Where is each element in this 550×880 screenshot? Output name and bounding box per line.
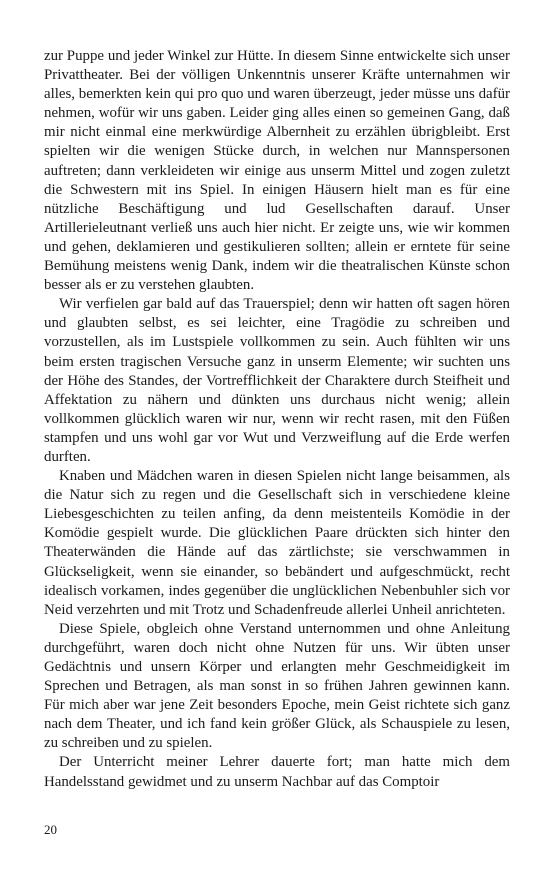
book-page-body <box>44 47 510 792</box>
paragraph-3: Knaben und Mädchen waren in diesen Spielen nicht lange beisammen, als die Natur sich zu regen und die Gesellschaft sich in verschiedene kleine Liebesgeschichten zu teilen anfing, da denn meistenteils Komödie in der Komödie gespielt wurde. Die glücklichen Paare drückten sich hinter den Theaterwänden die Hände auf das zärtlichste; sie verschwammen in Glückseligkeit, wenn sie einander, so bebändert und aufgeschmückt, recht idealisch vorkamen, indes gegenüber die unglücklichen Nebenbuhler sich vor Neid verzehrten und mit Trotz und Schadenfreude allerlei Unheil anrichteten. <box>44 468 510 618</box>
paragraph-2: Wir verfielen gar bald auf das Trauerspiel; denn wir hatten oft sagen hören und glaubten selbst, es sei leichter, eine Tragödie zu schreiben und vorzustellen, als im Lustspiele vollkommen zu sein. Auch fühlten wir uns beim ersten tragischen Versuche ganz in unserm Elemente; wir suchten uns der Höhe des Standes, der Vortrefflichkeit der Charaktere durch Steifheit und Affektation zu nähern und dünkten uns durchaus nicht wenig; allein vollkommen glücklich waren wir nur, wenn wir recht rasen, mit den Füßen stampfen und uns wohl gar vor Wut und Verzweiflung auf die Erde werfen durften. <box>44 296 510 465</box>
paragraph-5: Der Unterricht meiner Lehrer dauerte fort; man hatte mich dem Handelsstand gewidmet und zu unserm Nachbar auf das Comptoir <box>44 754 510 790</box>
paragraph-4: Diese Spiele, obgleich ohne Verstand unternommen und ohne Anleitung durchgeführt, waren doch nicht ohne Nutzen für uns. Wir übten unser Gedächtnis und unsern Körper und erlangten mehr Geschmeidigkeit im Sprechen und Betragen, als man sonst in so frühen Jahren gewinnen kann. Für mich aber war jene Zeit besonders Epoche, mein Geist richtete sich ganz nach dem Theater, und ich fand kein größer Glück, als Schauspiele zu lesen, zu schreiben und zu spielen. <box>44 620 510 752</box>
paragraph-1: zur Puppe und jeder Winkel zur Hütte. In diesem Sinne entwickelte sich unser Privattheater. Bei der völligen Unkenntnis unserer Kräfte unternahmen wir alles, bemerkten kein qui pro quo und waren überzeugt, jeder müsse uns dafür nehmen, wofür wir uns gaben. Leider ging alles einen so gemeinen Gang, daß mir nicht einmal eine merkwürdige Albernheit zu erzählen übrigbleibt. Erst spielten wir die wenigen Stücke durch, in welchen nur Mannspersonen auftreten; dann verkleideten wir einige aus unserm Mittel und zogen zuletzt die Schwestern mit ins Spiel. In einigen Häusern hielt man es für eine nützliche Beschäftigung und lud Gesellschaften darauf. Unser Artillerieleutnant verließ uns auch hier nicht. Er zeigte uns, wie wir kommen und gehen, deklamieren und gestikulieren sollten; allein er erntete für seine Bemühung meistens wenig Dank, indem wir die theatralischen Künste schon besser als er zu verstehen glaubten. <box>44 48 510 294</box>
page-number: 20 <box>44 822 57 837</box>
